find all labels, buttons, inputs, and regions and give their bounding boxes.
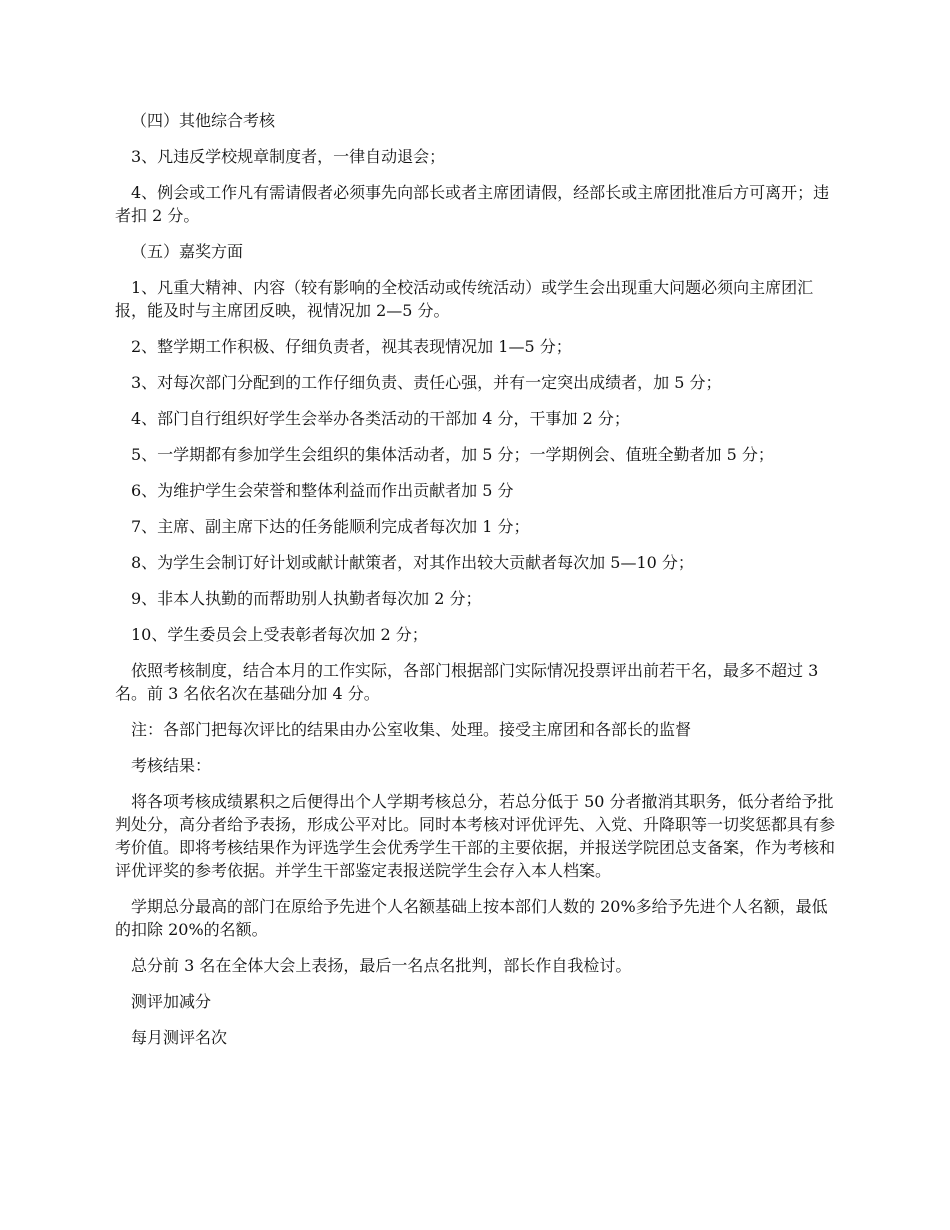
reward-item-9: 9、非本人执勤的而帮助别人执勤者每次加 2 分； (131, 589, 482, 608)
reward-item-1: 1、凡重大精神、内容（较有影响的全校活动或传统活动）或学生会出现重大问题必须向主席团汇报，能及时与主席团反映，视情况加 2—5 分。 (115, 278, 814, 320)
results-paragraph: 将各项考核成绩累积之后便得出个人学期考核总分，若总分低于 50 分者撤消其职务，低分者给予批判处分，高分者给予表扬，形成公平对比。同时本考核对评优评先、入党、升降职等一切奖惩都具有参考价值。即将考核结果作为评选学生会优秀学生干部的主要依据，并报送学院团总支备案，作为考核和评优评奖的参考依据。并学生干部鉴定表报送院学生会存入本人档案。 (115, 792, 836, 880)
reward-item-3: 3、对每次部门分配到的工作仔细负责、责任心强，并有一定突出成绩者，加 5 分； (131, 373, 722, 392)
ranking-paragraph: 依照考核制度，结合本月的工作实际，各部门根据部门实际情况投票评出前若干名，最多不超过 3 名。前 3 名依名次在基础分加 4 分。 (115, 661, 819, 703)
document-body (115, 109, 835, 1062)
top-three-paragraph: 总分前 3 名在全体大会上表扬，最后一名点名批判，部长作自我检讨。 (131, 956, 632, 975)
reward-item-2: 2、整学期工作积极、仔细负责者，视其表现情况加 1—5 分； (131, 337, 572, 356)
reward-item-8: 8、为学生会制订好计划或献计献策者，对其作出较大贡献者每次加 5—10 分； (131, 553, 694, 572)
monthly-ranking-heading: 每月测评名次 (131, 1028, 228, 1047)
reward-item-10: 10、学生委员会上受表彰者每次加 2 分； (131, 625, 428, 644)
reward-item-6: 6、为维护学生会荣誉和整体利益而作出贡献者加 5 分 (131, 481, 514, 500)
section-heading-4: （四）其他综合考核 (131, 111, 276, 130)
evaluation-adjustment-heading: 测评加减分 (131, 992, 212, 1011)
section-heading-5: （五）嘉奖方面 (131, 242, 244, 261)
reward-item-7: 7、主席、副主席下达的任务能顺利完成者每次加 1 分； (131, 517, 530, 536)
reward-item-4: 4、部门自行组织好学生会举办各类活动的干部加 4 分，干事加 2 分； (131, 409, 630, 428)
reward-item-5: 5、一学期都有参加学生会组织的集体活动者，加 5 分；一学期例会、值班全勤者加 5 分； (131, 445, 774, 464)
paragraph-rule-4: 4、例会或工作凡有需请假者必须事先向部长或者主席团请假，经部长或主席团批准后方可离开；违者扣 2 分。 (115, 183, 830, 225)
results-heading: 考核结果： (131, 756, 212, 775)
paragraph-rule-3: 3、凡违反学校规章制度者，一律自动退会； (131, 147, 446, 166)
note-paragraph: 注：各部门把每次评比的结果由办公室收集、处理。接受主席团和各部长的监督 (131, 720, 692, 739)
department-quota-paragraph: 学期总分最高的部门在原给予先进个人名额基础上按本部们人数的 20%多给予先进个人名额，最低的扣除 20%的名额。 (115, 897, 828, 939)
